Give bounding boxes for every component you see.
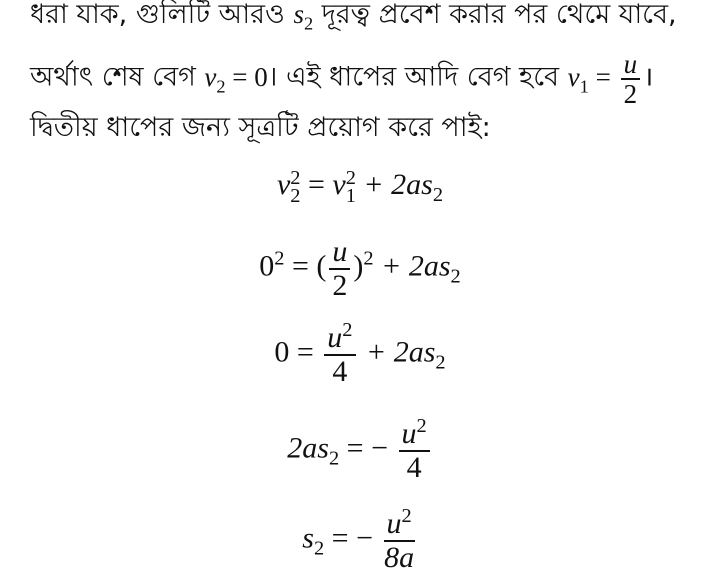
- line2-fraction: $\frac{u}{2}$: [621, 50, 641, 109]
- equation-3-fraction: $\frac{u^2}{4}$: [324, 322, 355, 387]
- equation-4-fraction: $\frac{u^2}{4}$: [399, 418, 430, 483]
- text-line-2: [30, 50, 653, 109]
- equation-2: $0^2$ = ( $\frac{u}{2}$ )$^2 + 2as_2$: [259, 235, 461, 302]
- line1-suffix: দূরত্ব প্রবেশ করার পর থেমে যাবে,: [313, 0, 677, 30]
- equation-5-fraction: $\frac{u^2}{8a}$: [384, 505, 415, 574]
- equation-1: v 2 2 = v 2 1 + $2as_2$: [276, 166, 444, 208]
- equation-4: $2as_2$ = − $\frac{u^2}{4}$: [0, 418, 720, 483]
- line1-prefix: ধরা যাক, গুলিটি আরও: [30, 0, 294, 30]
- equation-3: 0 = $\frac{u^2}{4}$ + $2as_2$: [274, 319, 446, 388]
- equation-5: $s_2$ = − $\frac{u^2}{8a}$: [302, 505, 415, 574]
- line2-prefix: অর্থাৎ শেষ বেগ: [30, 61, 205, 93]
- line1-variable: $s_2$: [293, 0, 314, 34]
- line2-final-velocity: $v_2 = 0$: [204, 61, 268, 96]
- equation-2-fraction: $\frac{u}{2}$: [329, 236, 350, 301]
- line2-middle: । এই ধাপের আদি বেগ হবে: [267, 61, 568, 93]
- text-line-3: দ্বিতীয় ধাপের জন্য সূত্রটি প্রয়োগ করে পাই:: [30, 112, 491, 143]
- line2-end: ।: [643, 61, 654, 93]
- text-line-1: [30, 0, 677, 35]
- line2-initial-velocity: $v_1$ = $\frac{u}{2}$: [568, 62, 643, 92]
